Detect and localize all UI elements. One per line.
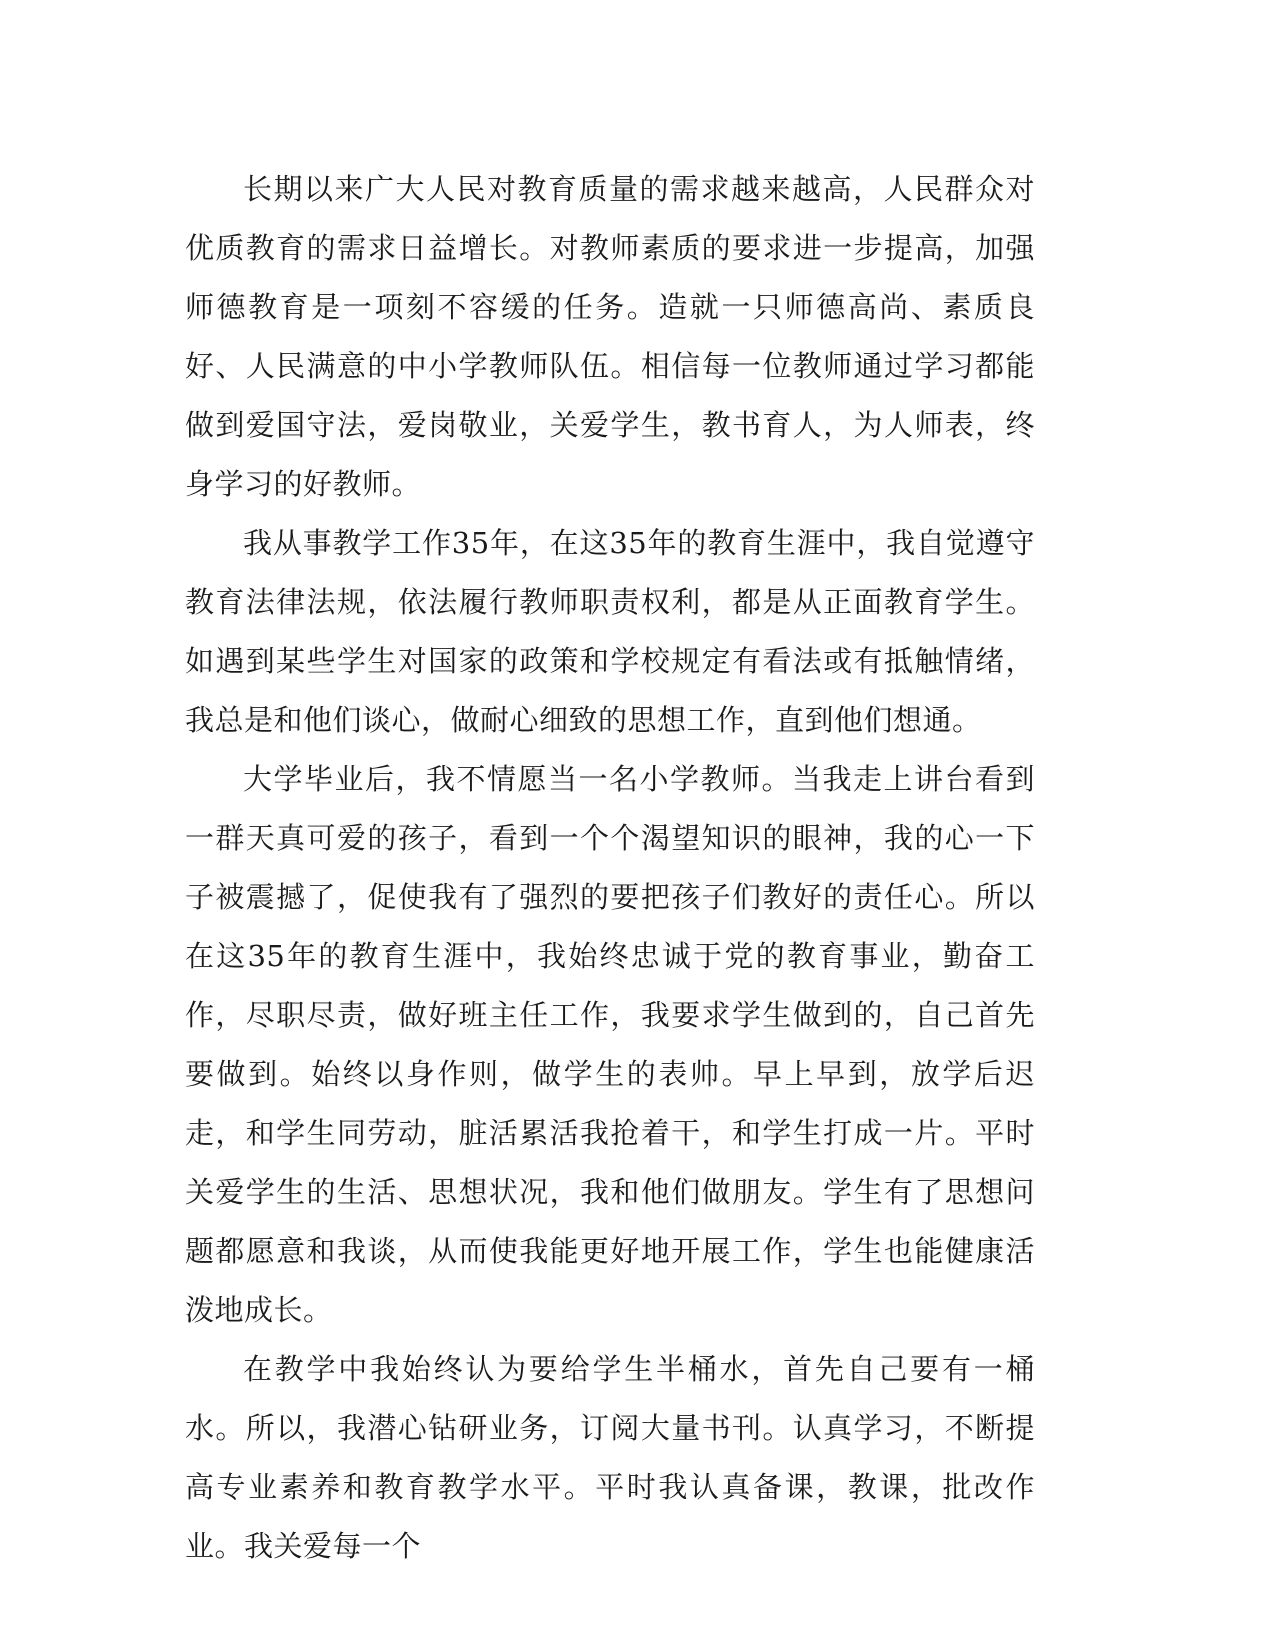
paragraph-4: 在教学中我始终认为要给学生半桶水，首先自己要有一桶水。所以，我潜心钻研业务，订阅大量书刊。认真学习，不断提高专业素养和教育教学水平。平时我认真备课，教课，批改作业。我关爱每一个	[185, 1352, 1035, 1563]
paragraph-2: 我从事教学工作35年，在这35年的教育生涯中，我自觉遵守教育法律法规，依法履行教师职责权利，都是从正面教育学生。如遇到某些学生对国家的政策和学校规定有看法或有抵触情绪，我总是和他们谈心，做耐心细致的思想工作，直到他们想通。	[185, 526, 1035, 737]
document-body	[185, 160, 1035, 1576]
paragraph-3: 大学毕业后，我不情愿当一名小学教师。当我走上讲台看到一群天真可爱的孩子，看到一个个渴望知识的眼神，我的心一下子被震撼了，促使我有了强烈的要把孩子们教好的责任心。所以在这35年的教育生涯中，我始终忠诚于党的教育事业，勤奋工作，尽职尽责，做好班主任工作，我要求学生做到的，自己首先要做到。始终以身作则，做学生的表帅。早上早到，放学后迟走，和学生同劳动，脏活累活我抢着干，和学生打成一片。平时关爱学生的生活、思想状况，我和他们做朋友。学生有了思想问题都愿意和我谈，从而使我能更好地开展工作，学生也能健康活泼地成长。	[185, 762, 1035, 1327]
paragraph-1: 长期以来广大人民对教育质量的需求越来越高，人民群众对优质教育的需求日益增长。对教师素质的要求进一步提高，加强师德教育是一项刻不容缓的任务。造就一只师德高尚、素质良好、人民满意的中小学教师队伍。相信每一位教师通过学习都能做到爱国守法，爱岗敬业，关爱学生，教书育人，为人师表，终身学习的好教师。	[185, 172, 1035, 501]
